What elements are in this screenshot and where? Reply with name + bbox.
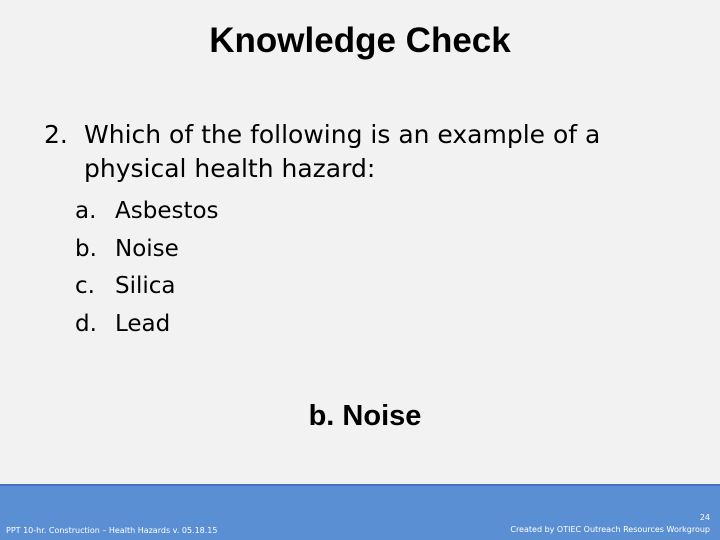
option-text: Silica: [115, 273, 176, 299]
question-text: Which of the following is an example of a physical health hazard:: [84, 120, 601, 183]
slide-title: Knowledge Check: [209, 21, 511, 60]
correct-answer: b. Noise: [308, 400, 422, 432]
option-letter: b.: [75, 235, 97, 262]
option-text: Asbestos: [115, 198, 219, 224]
option-letter: d.: [75, 310, 97, 337]
option-a: [75, 193, 219, 231]
option-text: Lead: [115, 310, 171, 337]
question-number: 2.: [44, 120, 68, 149]
option-d: [75, 306, 219, 344]
footer-course-label: PPT 10-hr. Construction – Health Hazards v. 05.18.15: [6, 526, 218, 535]
answer-options: [75, 193, 219, 343]
option-letter: c.: [75, 273, 95, 299]
option-c: [75, 268, 219, 306]
option-letter: a.: [75, 198, 97, 224]
option-b: [75, 231, 219, 269]
footer-right-block: [510, 512, 710, 536]
page-number: 24: [699, 513, 710, 522]
footer-band: [0, 486, 720, 540]
question: [44, 118, 694, 186]
footer-credit: Created by OTIEC Outreach Resources Workgroup: [510, 525, 710, 534]
option-text: Noise: [115, 235, 179, 262]
